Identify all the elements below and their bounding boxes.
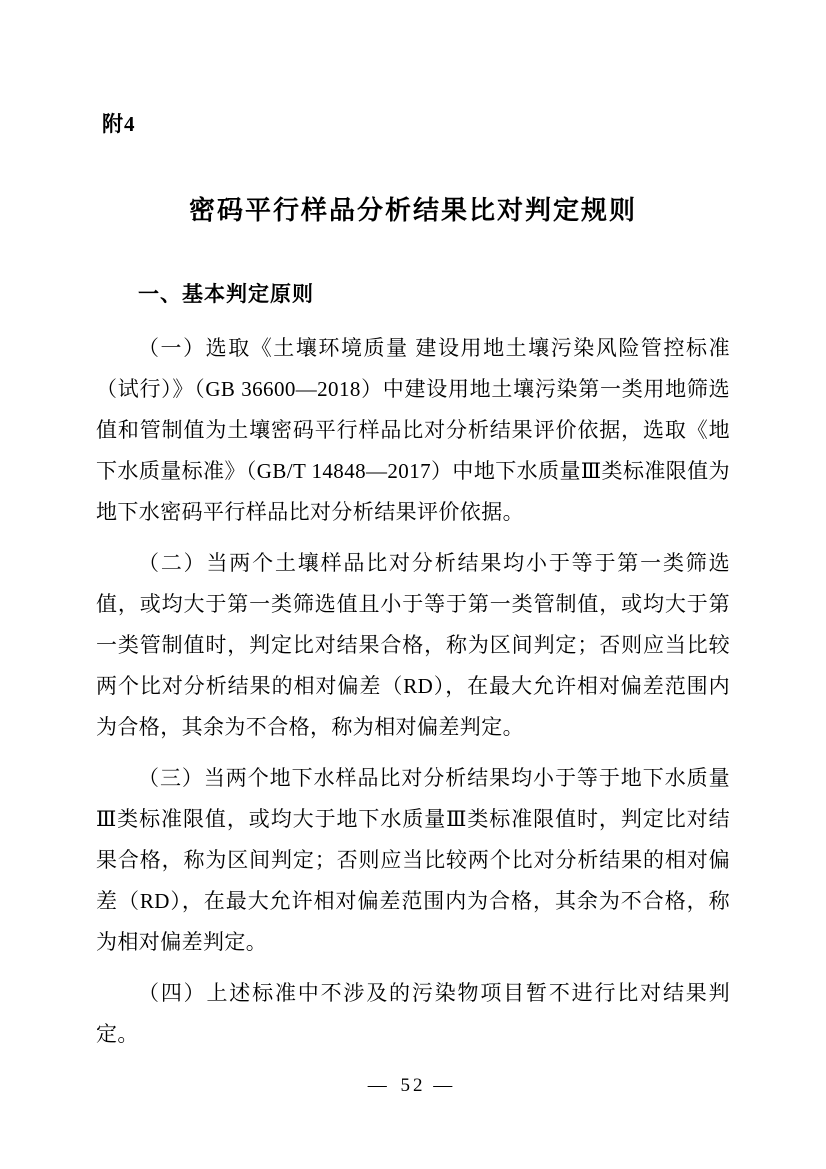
paragraph-item-3: （三）当两个地下水样品比对分析结果均小于等于地下水质量Ⅲ类标准限值，或均大于地下水质量Ⅲ类标准限值时，判定比对结果合格，称为区间判定；否则应当比较两个比对分析结果的相对偏差（RD），在最大允许相对偏差范围内为合格，其余为不合格，称为相对偏差判定。: [96, 765, 730, 954]
paragraph-item-1: （一）选取《土壤环境质量 建设用地土壤污染风险管控标准（试行）》（GB 36600—2018）中建设用地土壤污染第一类用地筛选值和管制值为土壤密码平行样品比对分析结果评价依据，选取《地下水质量标准》（GB/T 14848—2017）中地下水质量Ⅲ类标准限值为地下水密码平行样品比对分析结果评价依据。: [96, 335, 730, 524]
attachment-label: 附4: [102, 112, 136, 136]
paragraph-item-2: （二）当两个土壤样品比对分析结果均小于等于第一类筛选值，或均大于第一类筛选值且小于等于第一类管制值，或均大于第一类管制值时，判定比对结果合格，称为区间判定；否则应当比较两个比对分析结果的相对偏差（RD），在最大允许相对偏差范围内为合格，其余为不合格，称为相对偏差判定。: [96, 550, 730, 739]
page-number-prefix: —: [367, 1075, 393, 1096]
page-number-value: 52: [400, 1075, 426, 1096]
page-number-suffix: —: [433, 1075, 459, 1096]
paragraph-item-4: （四）上述标准中不涉及的污染物项目暂不进行比对结果判定。: [96, 980, 730, 1046]
page-number: [0, 1075, 826, 1097]
page-title: 密码平行样品分析结果比对判定规则: [188, 196, 637, 226]
section-heading-basic-principles: 一、基本判定原则: [138, 282, 314, 307]
